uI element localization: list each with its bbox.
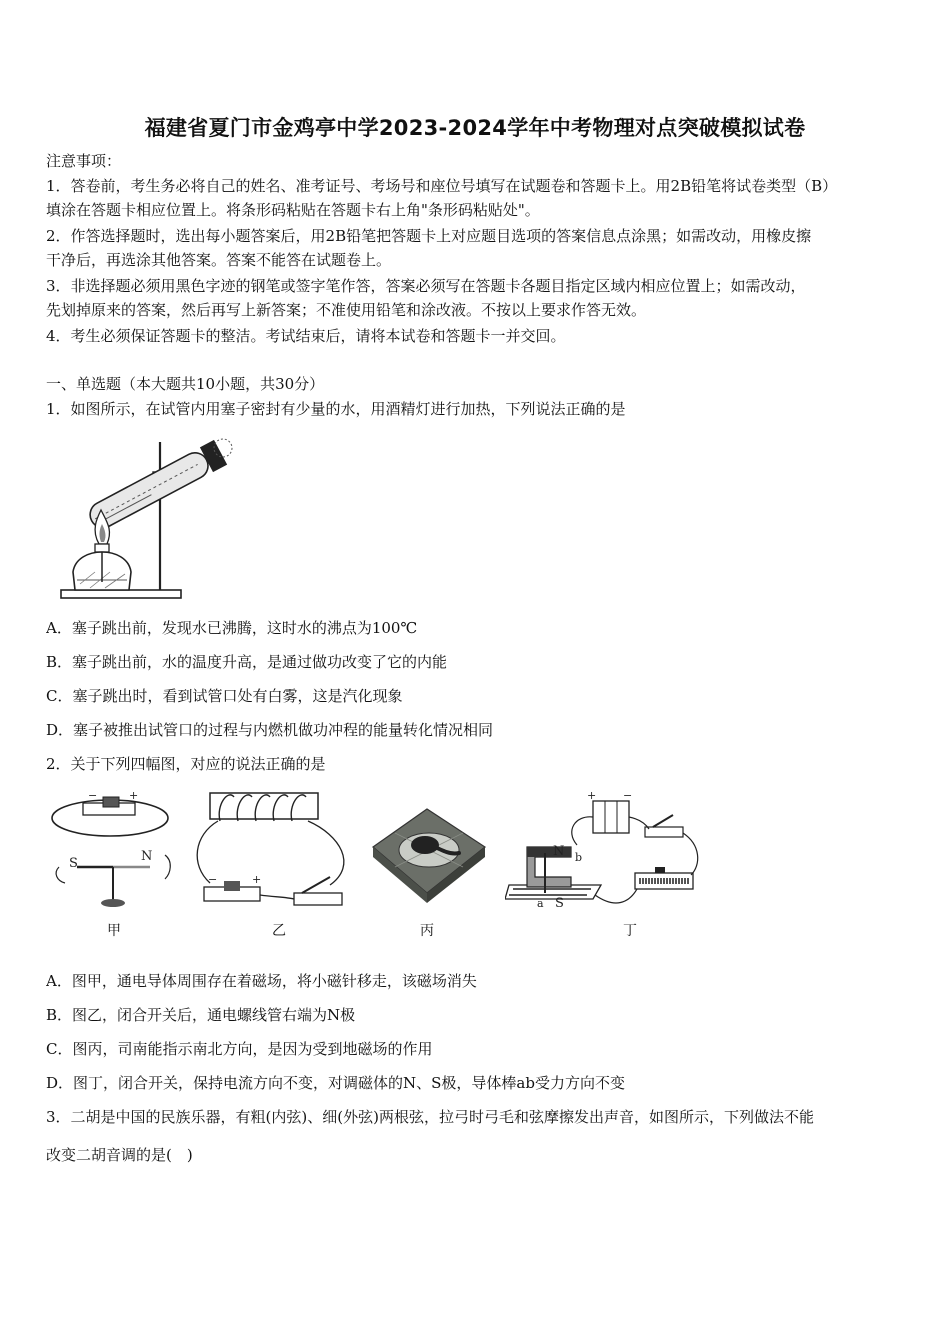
figure-jia-compass-wire <box>45 785 180 915</box>
q2-option-d: D．图丁，闭合开关，保持电流方向不变，对调磁体的N、S极，导体棒ab受力方向不变 <box>46 1074 625 1092</box>
s-label: S <box>555 896 564 911</box>
caption-jia: 甲 <box>107 923 121 939</box>
q1-option-d: D．塞子被推出试管口的过程与内燃机做功冲程的能量转化情况相同 <box>46 721 494 739</box>
q1-option-b: B．塞子跳出前，水的温度升高，是通过做功改变了它的内能 <box>46 653 448 671</box>
minus-label: − <box>88 789 98 802</box>
minus-label: − <box>623 789 633 802</box>
a-label: a <box>537 897 544 910</box>
page-title: 福建省夏门市金鸡亭中学2023-2024学年中考物理对点突破模拟试卷 <box>144 116 806 140</box>
minus-label: − <box>208 873 218 886</box>
notice-line: 2．作答选择题时，选出每小题答案后，用2B铅笔把答题卡上对应题目选项的答案信息点涂黑；如需改动，用橡皮擦 <box>46 227 812 245</box>
figure-bing-sinan <box>365 795 490 910</box>
q1-option-c: C．塞子跳出时，看到试管口处有白雾，这是汽化现象 <box>46 687 403 705</box>
plus-label: + <box>587 789 597 802</box>
q2-option-a: A．图甲，通电导体周围存在着磁场，将小磁针移走，该磁场消失 <box>46 972 477 990</box>
section-heading: 一、单选题（本大题共10小题，共30分） <box>46 375 325 393</box>
notice-line: 先划掉原来的答案，然后再写上新答案；不准使用铅笔和涂改液。不按以上要求作答无效。 <box>46 301 647 319</box>
test-tube-heating-figure <box>55 432 245 604</box>
q2-option-b: B．图乙，闭合开关后，通电螺线管右端为N极 <box>46 1006 356 1024</box>
plus-label: + <box>129 789 139 802</box>
question-2-stem: 2．关于下列四幅图，对应的说法正确的是 <box>46 755 326 773</box>
s-label: S <box>69 856 78 871</box>
q1-option-a: A．塞子跳出前，发现水已沸腾，这时水的沸点为100℃ <box>46 619 418 637</box>
notice-heading: 注意事项： <box>46 152 122 170</box>
question-3-stem-line1: 3．二胡是中国的民族乐器，有粗(内弦)、细(外弦)两根弦，拉弓时弓毛和弦摩擦发出声音，如图所示，下列做法不能 <box>46 1108 814 1126</box>
notice-line: 1．答卷前，考生务必将自己的姓名、准考证号、考场号和座位号填写在试题卷和答题卡上。用2B铅笔将试卷类型（B） <box>46 177 838 195</box>
plus-label: + <box>252 873 262 886</box>
figure-yi-solenoid <box>190 785 355 915</box>
question-1-stem: 1．如图所示，在试管内用塞子密封有少量的水，用酒精灯进行加热，下列说法正确的是 <box>46 400 626 418</box>
caption-ding: 丁 <box>623 923 637 939</box>
n-label: N <box>553 844 565 859</box>
caption-bing: 丙 <box>420 923 434 939</box>
q2-option-c: C．图丙，司南能指示南北方向，是因为受到地磁场的作用 <box>46 1040 433 1058</box>
figure-ding-motor-principle <box>505 785 705 915</box>
notice-line: 干净后，再选涂其他答案。答案不能答在试题卷上。 <box>46 251 392 269</box>
notice-line: 4．考生必须保证答题卡的整洁。考试结束后，请将本试卷和答题卡一并交回。 <box>46 327 566 345</box>
notice-line: 3．非选择题必须用黑色字迹的钢笔或签字笔作答，答案必须写在答题卡各题目指定区域内相应位置上；如需改动， <box>46 277 806 295</box>
question-3-stem-line2: 改变二胡音调的是( ) <box>46 1146 193 1164</box>
b-label: b <box>575 851 583 864</box>
n-label: N <box>141 849 153 864</box>
caption-yi: 乙 <box>272 923 286 939</box>
notice-line: 填涂在答题卡相应位置上。将条形码粘贴在答题卡右上角"条形码粘贴处"。 <box>46 201 540 219</box>
